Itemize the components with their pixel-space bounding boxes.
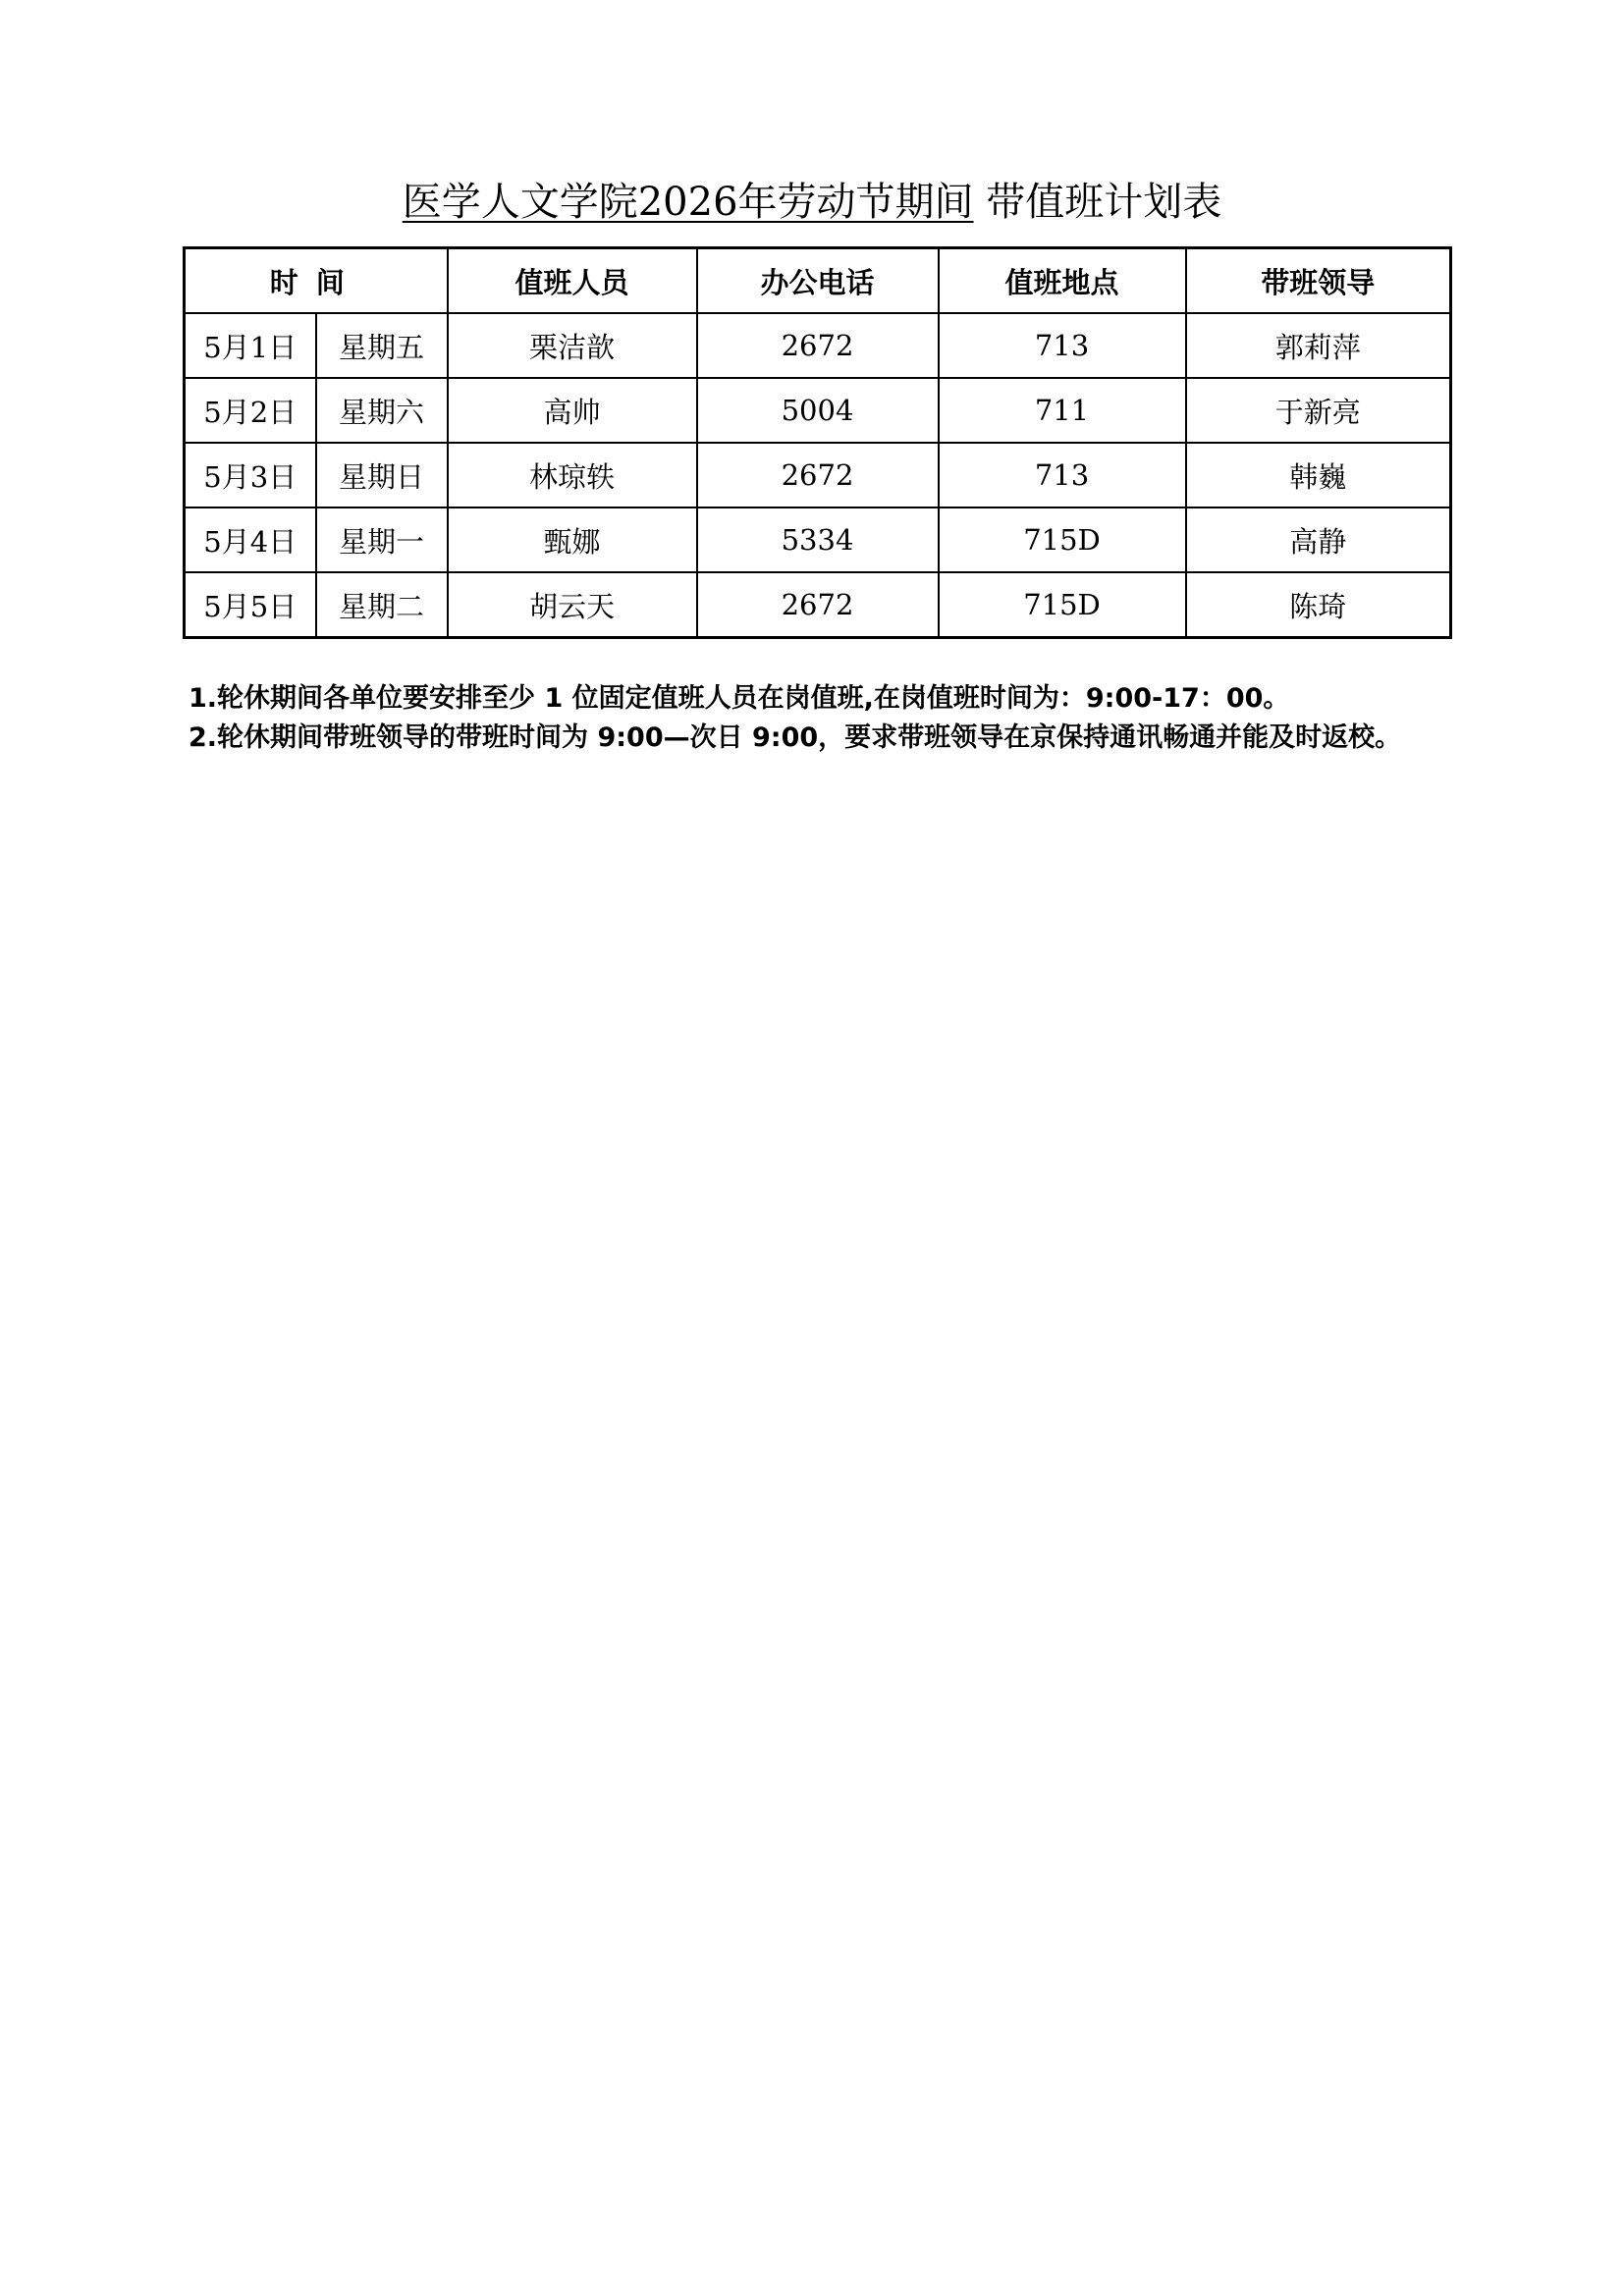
- cell-leader: 于新亮: [1186, 378, 1451, 443]
- cell-leader: 郭莉萍: [1186, 313, 1451, 378]
- cell-date: 5月2日: [185, 378, 316, 443]
- title-main: 医学人文学院2026年劳动节期间: [402, 180, 974, 225]
- cell-staff: 高帅: [448, 378, 697, 443]
- cell-phone: 2672: [697, 572, 939, 638]
- cell-weekday: 星期二: [316, 572, 448, 638]
- table-row: [185, 378, 1451, 443]
- table-row: [185, 443, 1451, 507]
- cell-location: 713: [939, 313, 1186, 378]
- duty-schedule-table: [183, 246, 1452, 639]
- header-staff: 值班人员: [448, 248, 697, 314]
- cell-phone: 5334: [697, 507, 939, 572]
- cell-weekday: 星期五: [316, 313, 448, 378]
- cell-phone: 2672: [697, 443, 939, 507]
- header-time: 时间: [185, 248, 448, 314]
- cell-date: 5月5日: [185, 572, 316, 638]
- cell-staff: 甄娜: [448, 507, 697, 572]
- cell-location: 711: [939, 378, 1186, 443]
- cell-weekday: 星期一: [316, 507, 448, 572]
- cell-phone: 5004: [697, 378, 939, 443]
- cell-leader: 陈琦: [1186, 572, 1451, 638]
- cell-location: 713: [939, 443, 1186, 507]
- cell-weekday: 星期日: [316, 443, 448, 507]
- cell-leader: 韩巍: [1186, 443, 1451, 507]
- note-item: 2.轮休期间带班领导的带班时间为 9:00—次日 9:00，要求带班领导在京保持通讯畅通并能及时返校。: [189, 722, 1402, 753]
- cell-date: 5月4日: [185, 507, 316, 572]
- header-phone: 办公电话: [697, 248, 939, 314]
- cell-staff: 林琼轶: [448, 443, 697, 507]
- page-title: [0, 175, 1624, 230]
- table-header-row: [185, 248, 1451, 314]
- header-leader: 带班领导: [1186, 248, 1451, 314]
- cell-phone: 2672: [697, 313, 939, 378]
- table-row: [185, 313, 1451, 378]
- table-row: [185, 572, 1451, 638]
- cell-date: 5月3日: [185, 443, 316, 507]
- duty-notes: [189, 679, 1435, 758]
- cell-location: 715D: [939, 572, 1186, 638]
- note-item: 1.轮休期间各单位要安排至少 1 位固定值班人员在岗值班,在岗值班时间为：9:00-17：00。: [189, 683, 1290, 714]
- cell-date: 5月1日: [185, 313, 316, 378]
- table-row: [185, 507, 1451, 572]
- title-suffix: 带值班计划表: [986, 180, 1222, 225]
- cell-leader: 高静: [1186, 507, 1451, 572]
- cell-staff: 胡云天: [448, 572, 697, 638]
- cell-staff: 栗洁歆: [448, 313, 697, 378]
- cell-weekday: 星期六: [316, 378, 448, 443]
- cell-location: 715D: [939, 507, 1186, 572]
- header-location: 值班地点: [939, 248, 1186, 314]
